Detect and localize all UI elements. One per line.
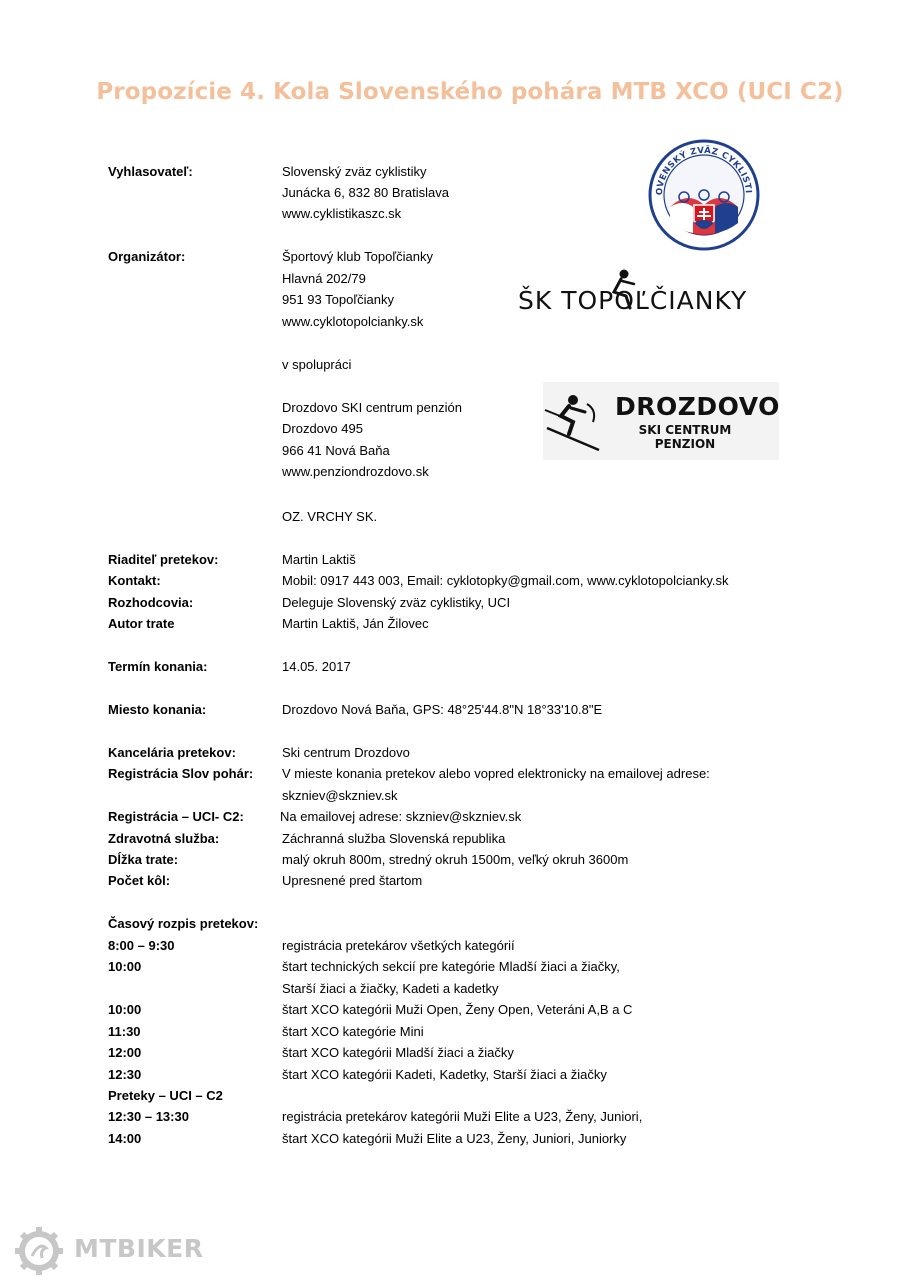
row-value: Deleguje Slovenský zväz cyklistiky, UCI: [282, 595, 511, 610]
row-value: Drozdovo SKI centrum penzión: [282, 400, 462, 415]
row-value: skzniev@skzniev.sk: [282, 788, 398, 803]
row-value: Upresnené pred štartom: [282, 873, 423, 888]
row-value: v spolupráci: [282, 357, 352, 372]
row-value: štart XCO kategórii Muži Elite a U23, Ženy, Juniori, Juniorky: [282, 1131, 627, 1146]
row-value: Hlavná 202/79: [282, 271, 366, 286]
drozdovo-subtitle-line: SKI CENTRUM: [638, 423, 732, 437]
watermark-text: MTBIKER: [74, 1234, 204, 1263]
row-label: 8:00 – 9:30: [108, 938, 175, 953]
mtbiker-watermark: [14, 1222, 234, 1278]
drozdovo-subtitle-line: PENZION: [654, 437, 716, 451]
row-value: Drozdovo 495: [282, 421, 363, 436]
row-value: Mobil: 0917 443 003, Email: cyklotopky@gmail.com, www.cyklotopolcianky.sk: [282, 573, 729, 588]
row-value: registrácia pretekárov všetkých kategórií: [282, 938, 515, 953]
row-value: www.penziondrozdovo.sk: [282, 464, 429, 479]
row-value: 951 93 Topoľčianky: [282, 292, 394, 307]
row-value: štart technických sekcií pre kategórie Mladší žiaci a žiačky,: [282, 959, 620, 974]
row-value: V mieste konania pretekov alebo vopred elektronicky na emailovej adrese:: [282, 766, 710, 781]
row-value: OZ. VRCHY SK.: [282, 509, 378, 524]
row-label: Počet kôl:: [108, 873, 171, 888]
gear-icon: [14, 1226, 64, 1276]
row-label: Autor trate: [108, 616, 175, 631]
row-label: 12:30 – 13:30: [108, 1109, 189, 1124]
row-value: štart XCO kategórii Muži Open, Ženy Open, Veteráni A,B a C: [282, 1002, 633, 1017]
row-label: 10:00: [108, 1002, 142, 1017]
row-label: Organizátor:: [108, 249, 186, 264]
row-label: 10:00: [108, 959, 142, 974]
row-label: Dĺžka trate:: [108, 852, 179, 867]
cyclist-icon: [604, 268, 664, 318]
row-label: Zdravotná služba:: [108, 831, 220, 846]
drozdovo-title: DROZDOVO: [615, 392, 780, 421]
row-value: štart XCO kategórii Mladší žiaci a žiačky: [282, 1045, 514, 1060]
row-value: Športový klub Topoľčianky: [282, 249, 433, 264]
skier-icon: [543, 392, 609, 452]
row-label: Preteky – UCI – C2: [108, 1088, 223, 1103]
row-value: www.cyklistikaszc.sk: [282, 206, 402, 221]
row-value: Starší žiaci a žiačky, Kadeti a kadetky: [282, 981, 499, 996]
row-value: Slovenský zväz cyklistiky: [282, 164, 427, 179]
szc-emblem-icon: [648, 135, 760, 253]
drozdovo-logo: [543, 382, 779, 460]
sk-topolcianky-logo: [516, 272, 766, 322]
row-label: 11:30: [108, 1024, 141, 1039]
row-label: Registrácia – UCI- C2:: [108, 809, 244, 824]
row-label: Časový rozpis pretekov:: [108, 916, 259, 931]
row-value: Martin Laktiš: [282, 552, 356, 567]
row-value: štart XCO kategórii Kadeti, Kadetky, Starší žiaci a žiačky: [282, 1067, 607, 1082]
row-value: Drozdovo Nová Baňa, GPS: 48°25'44.8"N 18°33'10.8"E: [282, 702, 603, 717]
row-value: 966 41 Nová Baňa: [282, 443, 390, 458]
row-label: Registrácia Slov pohár:: [108, 766, 254, 781]
drozdovo-subtitle: [635, 423, 735, 451]
row-label: Termín konania:: [108, 659, 208, 674]
row-value: Záchranná služba Slovenská republika: [282, 831, 506, 846]
row-label: 14:00: [108, 1131, 142, 1146]
row-value: štart XCO kategórie Mini: [282, 1024, 424, 1039]
row-label: Kontakt:: [108, 573, 161, 588]
row-label: Riaditeľ pretekov:: [108, 552, 219, 567]
szc-logo: [648, 135, 760, 253]
row-value: Martin Laktiš, Ján Žilovec: [282, 616, 429, 631]
szc-arc-text: OVENSKÝ ZVÄZ CYKLISTI: [654, 145, 754, 196]
row-value: 14.05. 2017: [282, 659, 351, 674]
row-value: www.cyklotopolcianky.sk: [282, 314, 424, 329]
row-label: Miesto konania:: [108, 702, 207, 717]
row-label: 12:30: [108, 1067, 142, 1082]
row-label: Kancelária pretekov:: [108, 745, 236, 760]
sk-logo-text: ŠK TOPOĽČIANKY: [518, 286, 748, 315]
row-label: Vyhlasovateľ:: [108, 164, 193, 179]
row-value: registrácia pretekárov kategórii Muži Elite a U23, Ženy, Juniori,: [282, 1109, 643, 1124]
row-label: Rozhodcovia:: [108, 595, 194, 610]
row-value: malý okruh 800m, stredný okruh 1500m, veľký okruh 3600m: [282, 852, 629, 867]
row-label: 12:00: [108, 1045, 142, 1060]
row-value: Junácka 6, 832 80 Bratislava: [282, 185, 449, 200]
row-value: Ski centrum Drozdovo: [282, 745, 410, 760]
page-title: Propozície 4. Kola Slovenského pohára MTB XCO (UCI C2): [96, 79, 844, 105]
row-value: Na emailovej adrese: skzniev@skzniev.sk: [280, 809, 522, 824]
